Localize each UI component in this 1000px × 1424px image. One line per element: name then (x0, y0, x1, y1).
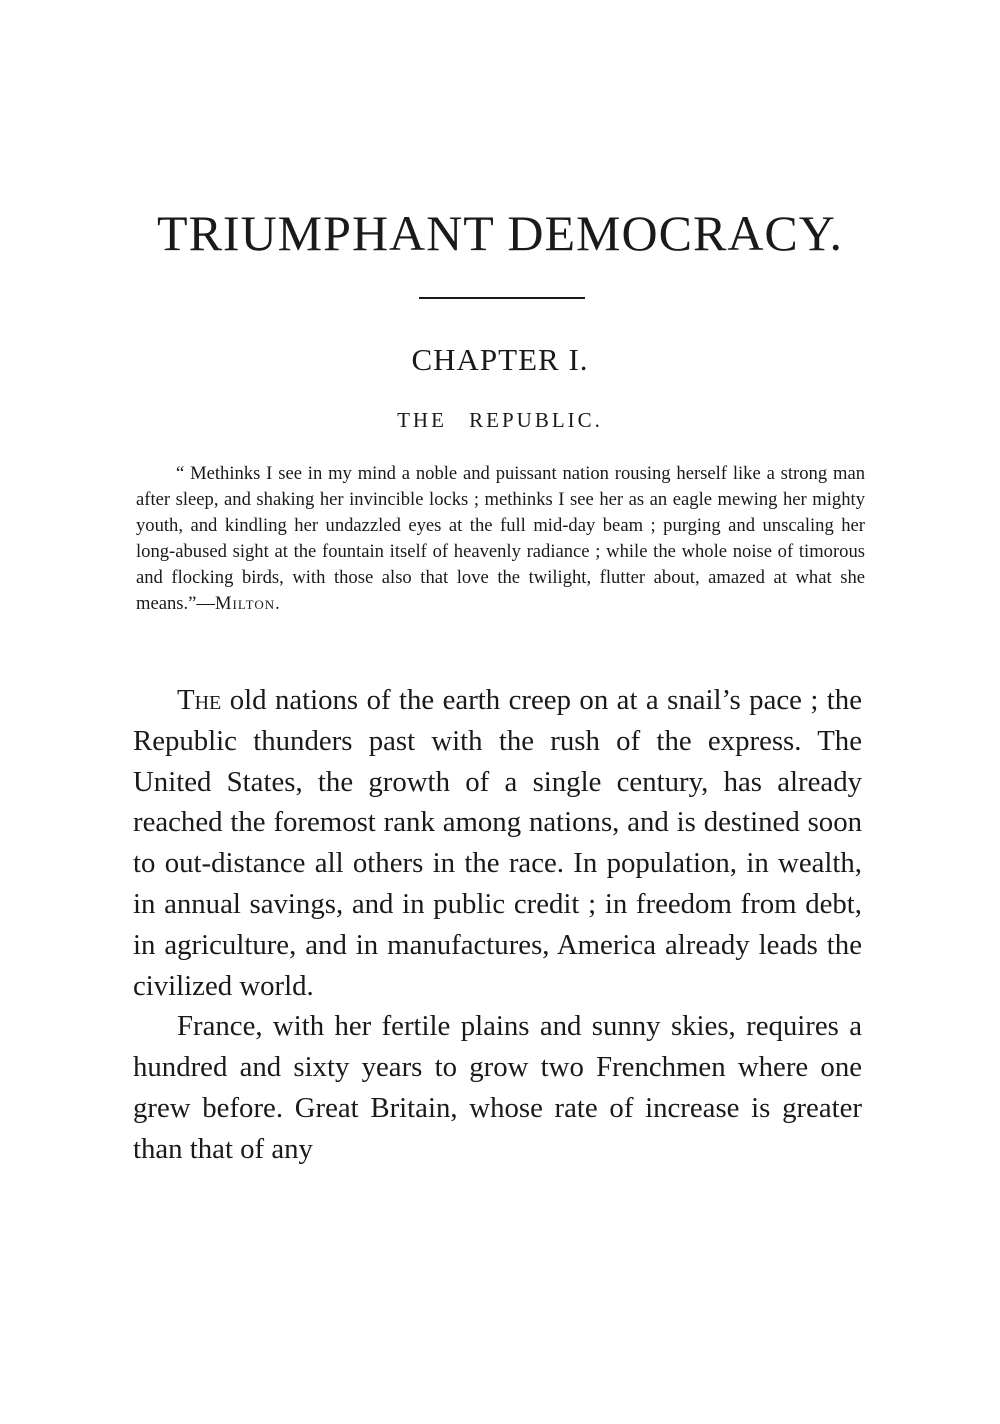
book-title: TRIUMPHANT DEMOCRACY. (157, 205, 843, 261)
epigraph-quote: “ Methinks I see in my mind a noble and puissant nation rousing herself like a strong man after sleep, and shaking her invincible locks ; methinks I see her as an eagle mewing her mighty youth, and kindling her undazzled eyes at the full mid-day beam ; purging and unscaling her long-abused sight at the fountain itself of heavenly radiance ; while the whole noise of timorous and flocking birds, with those also that love the twilight, flutter about, amazed at what she means.”— (136, 463, 865, 614)
body-paragraph-2: France, with her fertile plains and sunny skies, requires a hundred and sixty years to grow two Frenchmen where one grew before. Great Britain, whose rate of increase is greater than that of any (133, 1010, 862, 1165)
epigraph-attribution: Milton. (215, 592, 281, 614)
body-text (133, 680, 862, 1170)
title-divider (419, 297, 585, 299)
chapter-title: THE REPUBLIC. (397, 408, 603, 432)
chapter-heading: CHAPTER I. (411, 342, 589, 377)
paragraph-lead-word: The (177, 684, 222, 716)
paragraph-1-text: old nations of the earth creep on at a snail’s pace ; the Republic thunders past with the rush of the express. The United States, the growth of a single century, has already reached the foremost rank among nations, and is destined soon to out-distance all others in the race. In population, in wealth, in annual savings, and in public credit ; in freedom from debt, in agriculture, and in manufactures, America already leads the civilized world. (133, 684, 862, 1002)
epigraph (136, 461, 865, 616)
body-paragraph-1 (133, 680, 862, 1006)
